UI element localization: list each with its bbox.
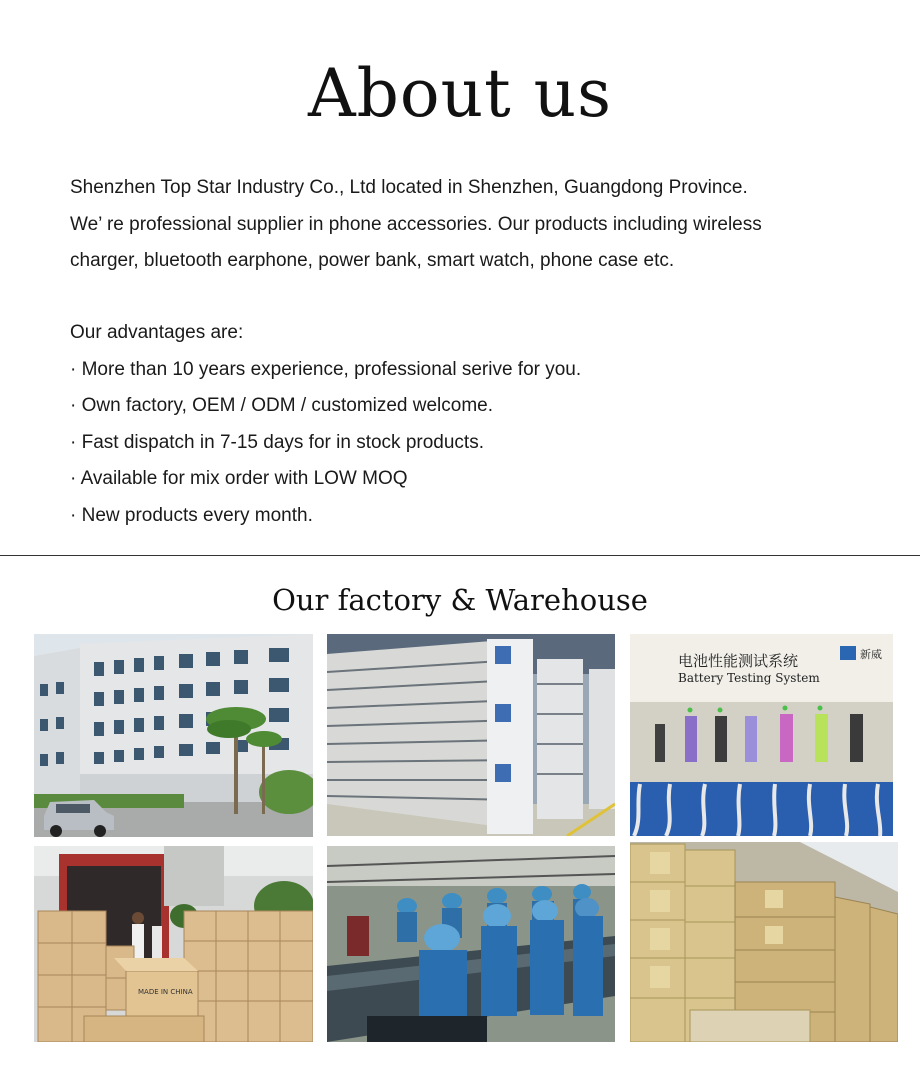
battery-testing-label-en: Battery Testing System — [678, 671, 820, 685]
company-intro — [70, 170, 870, 280]
loading-truck-photo — [34, 846, 313, 1042]
page-title: About us — [307, 55, 613, 132]
battery-testing-label-cn: 电池性能测试系统 — [678, 652, 799, 670]
intro-line-3: charger, bluetooth earphone, power bank, smart watch, phone case etc. — [70, 250, 675, 271]
warehouse-boxes-photo — [630, 842, 898, 1042]
section-divider — [0, 555, 920, 556]
factory-building-photo — [34, 634, 313, 837]
advantage-item: · More than 10 years experience, professional serive for you. — [70, 352, 870, 389]
battery-testing-photo — [630, 634, 893, 836]
advantages-list — [70, 352, 870, 535]
advantage-item: · New products every month. — [70, 498, 870, 535]
advantage-item: · Own factory, OEM / ODM / customized welcome. — [70, 388, 870, 425]
advantage-item: · Fast dispatch in 7-15 days for in stock products. — [70, 425, 870, 462]
intro-line-1: Shenzhen Top Star Industry Co., Ltd located in Shenzhen, Guangdong Province. — [70, 177, 748, 198]
advantages-heading: Our advantages are: — [70, 322, 244, 343]
factory-title: Our factory & Warehouse — [272, 583, 648, 617]
box-made-in-china-label: MADE IN CHINA — [138, 988, 193, 996]
assembly-line-photo — [327, 846, 615, 1042]
advantage-item: · Available for mix order with LOW MOQ — [70, 461, 870, 498]
intro-line-2: We’ re professional supplier in phone accessories. Our products including wireless — [70, 213, 762, 235]
production-racks-photo — [327, 634, 615, 836]
advantages-section — [70, 315, 870, 534]
battery-brand-label: 新威 — [860, 648, 882, 661]
